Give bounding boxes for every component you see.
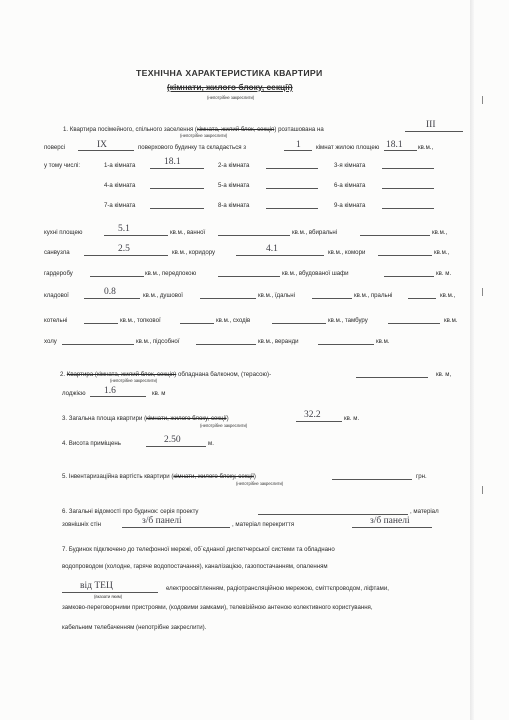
s2-line: 2. Квартира (кімната, жилий блок, секція) обладнана балконом, (терасою)- (60, 371, 272, 378)
loggia-value: 1.6 (104, 386, 116, 396)
room-label: 9-а кімната (334, 202, 366, 209)
floors-value: з/б панелі (370, 516, 410, 526)
dining-label: кв.м., їдальні (258, 292, 295, 299)
hall-label: кв.м., передпокою (145, 270, 197, 277)
s7-line1: 7. Будинок підключено до телефонної мережі, об`єднаної диспетчерської системи та обладнано (62, 546, 335, 553)
room-label: 7-а кімната (104, 202, 136, 209)
floor-value: III (426, 120, 436, 130)
living-area-value: 18.1 (386, 140, 403, 150)
laundry-label: кв.м., пральні (354, 292, 393, 299)
document-subtitle: (кімнати, жилого блоку, секції) (167, 82, 293, 92)
series-line (258, 514, 408, 515)
strike-note: (непотрібне закреслити) (200, 423, 248, 428)
room-line (266, 208, 318, 209)
hallway-line (62, 344, 134, 345)
builtin-line (384, 276, 434, 277)
rooms-label: кімнат жилою площею (316, 144, 380, 151)
walls-value: з/б панелі (142, 516, 182, 526)
s1-line1: 1. Квартира посімейного, спільного заселення (кімната, жилий блок, секція) розташована на (63, 126, 324, 133)
value-unit: грн. (416, 473, 427, 480)
stairs-line (272, 323, 326, 324)
floor-line (405, 131, 463, 132)
room1-value: 18.1 (164, 157, 181, 167)
boiler-label: котельні (44, 317, 68, 324)
margin-mark (482, 288, 483, 296)
room-line (382, 168, 434, 169)
sanvuzol-line (84, 255, 168, 256)
room-label: 4-а кімната (104, 182, 136, 189)
heating-line (62, 592, 158, 593)
rooms-value: 1 (296, 140, 301, 150)
basement-line (196, 344, 256, 345)
bath-label: кв.м., ванної (170, 229, 206, 236)
height-line (146, 446, 206, 447)
hall-line (218, 276, 280, 277)
s7-line3: електроосвітленням, радіотрансляційною мережою, сміттєпроводом, ліфтами, (166, 585, 389, 592)
veranda-label: кв.м., веранди (258, 338, 299, 345)
kitchen-line (104, 235, 168, 236)
veranda-line (318, 344, 374, 345)
rooms-line (284, 150, 312, 151)
shower-line (200, 298, 256, 299)
kitchen-value: 5.1 (118, 224, 130, 234)
total-area-line (296, 421, 342, 422)
basement-label: кв.м., підсобної (136, 338, 180, 345)
strike-note: (непотрібне закреслити) (236, 481, 284, 486)
height-label: 4. Висота приміщень (62, 440, 121, 447)
wc-line (360, 235, 430, 236)
wc-label: кв.м., вбиральні (292, 229, 338, 236)
note-specify: (вказати яким) (94, 594, 123, 599)
dining-line (312, 298, 352, 299)
heating-value: від ТЕЦ (80, 581, 113, 591)
room-label: 6-а кімната (334, 182, 366, 189)
value-line (332, 479, 412, 480)
builtin-label: кв.м., вбудованої шафи (282, 270, 349, 277)
room-label: 1-а кімната (104, 162, 136, 169)
corridor-value: 4.1 (266, 244, 278, 254)
pantry-unit: кв.м., (434, 249, 450, 256)
storage-value: 0.8 (104, 287, 116, 297)
s7-line2: водопроводом (холодне, гаряче водопостачання), каналізацією, газопостачанням, опаленням (62, 563, 328, 570)
pantry-line (378, 255, 432, 256)
corridor-label: кв.м., коридору (172, 249, 216, 256)
sanvuzol-label: санвузла (44, 249, 70, 256)
floors-line (352, 527, 432, 528)
loggia-line (90, 396, 146, 397)
loggia-label: лоджією (62, 390, 86, 397)
loggia-unit: кв. м (152, 390, 166, 397)
wc-unit: кв.м., (432, 229, 448, 236)
walls-line (122, 527, 230, 528)
room-label: 8-а кімната (218, 202, 250, 209)
veranda-unit: кв.м. (376, 338, 390, 345)
room-label: 3-я кімната (334, 162, 366, 169)
fuel-label: кв.м., топкової (120, 317, 161, 324)
walls-label: зовнішніх стін (62, 521, 101, 528)
storeys-value: IX (97, 140, 108, 150)
sanvuzol-value: 2.5 (118, 244, 130, 254)
wardrobe-label: гардеробу (44, 270, 73, 277)
material-label: , матеріал (410, 508, 439, 515)
storage-line (84, 298, 140, 299)
vestibule-unit: кв.м. (444, 317, 458, 324)
margin-mark (482, 96, 483, 104)
storeys-label: поверхового будинку та складається з (138, 144, 247, 151)
room-line (150, 208, 204, 209)
wardrobe-line (90, 276, 144, 277)
room-line (150, 188, 204, 189)
boiler-line (84, 323, 118, 324)
vestibule-line (388, 323, 440, 324)
balcony-line (356, 377, 428, 378)
fuel-line (180, 323, 214, 324)
room-line (266, 168, 318, 169)
laundry-unit: кв.м., (440, 292, 456, 299)
shower-label: кв.м., душової (143, 292, 183, 299)
s6-line: 6. Загальні відомості про будинок: серія проекту (62, 508, 199, 515)
s7-line5: кабельним телебаченням (непотрібне закреслити). (62, 624, 207, 631)
s7-line4: замково-переговорними пристроями, (кодовими замками), телевізійною антеною колективного користування, (62, 604, 373, 611)
strike-note: (непотрібне закреслити) (180, 133, 228, 138)
total-area-value: 32.2 (304, 410, 321, 420)
storeys-line (78, 150, 134, 151)
strike-note: (непотрібне закреслити) (110, 378, 158, 383)
stairs-label: кв.м., сходів (216, 317, 251, 324)
floor-label: поверсі (44, 144, 66, 151)
s3-line: 3. Загальна площа квартири (кімнати, жилого блоку, секції) (62, 415, 229, 422)
vestibule-label: кв.м., тамбуру (328, 317, 368, 324)
room-label: 5-а кімната (218, 182, 250, 189)
margin-mark (482, 486, 483, 494)
pantry-label: кв.м., комори (328, 249, 366, 256)
room-line (382, 208, 434, 209)
room-line (382, 188, 434, 189)
builtin-unit: кв. м. (436, 270, 452, 277)
room-line (266, 188, 318, 189)
room-line (150, 168, 204, 169)
bath-line (218, 235, 290, 236)
document-title: ТЕХНІЧНА ХАРАКТЕРИСТИКА КВАРТИРИ (136, 68, 323, 78)
strike-note: (непотрібне закреслити) (207, 95, 255, 100)
paper-edge (470, 0, 474, 720)
floors-label: , матеріал перекриття (232, 521, 295, 528)
height-value: 2.50 (164, 435, 181, 445)
room-label: 2-а кімната (218, 162, 250, 169)
balcony-unit: кв. м, (436, 371, 452, 378)
kitchen-label: кухні площею (44, 229, 83, 236)
s5-line: 5. Інвентаризаційна вартість квартири (кімнати, жилого блоку, секції) (62, 473, 256, 480)
hallway-label: холу (44, 338, 57, 345)
laundry-line (408, 298, 436, 299)
total-area-unit: кв. м. (344, 415, 360, 422)
including-label: у тому числі: (44, 162, 81, 169)
height-unit: м. (208, 440, 214, 447)
living-area-unit: кв.м., (418, 144, 434, 151)
living-area-line (384, 150, 417, 151)
corridor-line (236, 255, 324, 256)
storage-label: кладової (44, 292, 69, 299)
